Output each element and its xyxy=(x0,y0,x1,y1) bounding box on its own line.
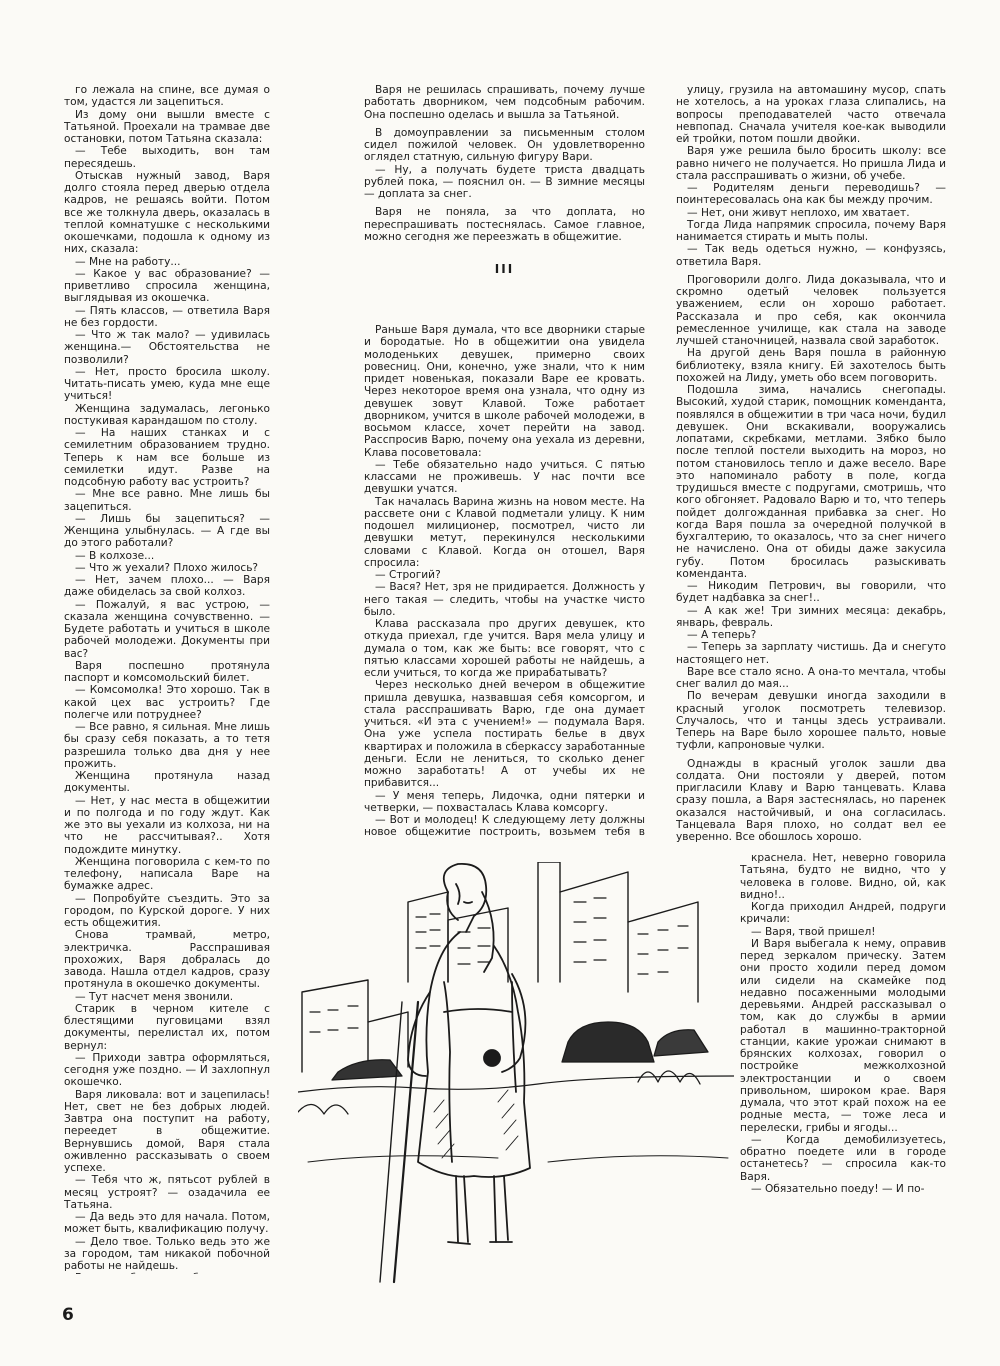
paragraph: Через несколько дней вечером в общежитие пришла девушка, назвавшая себя комсоргом, и стала расспрашивать Варю, где она думает учиться. «И эта с учением!» — подумала Варя. Она уже успела постирать белье в двух квартирах и положила в сберкассу заработанные деньги. Если не лениться, то сколько денег можно заработать! А от учебы их не прибавится... xyxy=(364,679,645,790)
paragraph: — Дело твое. Только ведь это же за городом, там никакой побочной работы не найдешь. xyxy=(64,1235,270,1272)
paragraph: — А как же! Три зимних месяца: декабрь, январь, февраль. xyxy=(676,604,946,629)
paragraph: — Все равно, я сильная. Мне лишь бы сразу себя показать, а то тетя разрешила только два дня у нее прожить. xyxy=(64,721,270,770)
paragraph: Однажды в красный уголок зашли два солдата. Они постояли у дверей, потом пригласили Клаву и Варю танцевать. Клава сразу пошла, а Варя застеснялась, но паренек оказался настойчивый, и она согласилась. Танцевала Варя плохо, но солдат вел ее уверенно. Все обошлось хорошо. xyxy=(676,757,946,843)
paragraph: — Тебя что ж, пятьсот рублей в месяц устроят? — озадачила ее Татьяна. xyxy=(64,1174,270,1211)
paragraph: — Комсомолка! Это хорошо. Так в какой цех вас устроить? Где полегче или потруднее? xyxy=(64,684,270,721)
paragraph: улицу, грузила на автомашину мусор, спать не хотелось, а на уроках глаза слипались, на вопросы преподавателей часто отвечала невпопад. Сначала учителя кое-как выводили ей тройки, потом пошли двойки. xyxy=(676,84,946,145)
paragraph: Клава рассказала про других девушек, кто откуда приехал, где учится. Варя мела улицу и думала о том, как же быть: все говорят, что с пятью классами хорошей работы не найдешь, а если учиться, то когда же прирабатывать? xyxy=(364,618,645,679)
paragraph: В домоуправлении за письменным столом сидел пожилой человек. Он удовлетворенно оглядел статную, сильную фигуру Вари. xyxy=(364,126,645,164)
paragraph: Когда приходил Андрей, подруги кричали: xyxy=(740,901,946,926)
paragraph: — Нет, просто бросила школу. Читать-писать умею, куда мне еще учиться! xyxy=(64,365,270,403)
paragraph: — Тут насчет меня звонили. xyxy=(75,990,234,1003)
paragraph: Раньше Варя думала, что все дворники старые и бородатые. Но в общежитии она увидела молоденьких девушек, примерно своих ровесниц. Они, конечно, уже знали, что к ним придет новенькая, показали Варе ее кровать. Через некоторое время она узнала, что одну из девушек зовут Клавой. Тоже работает дворником, учится в школе рабочей молодежи, в восьмом классе, хочет перейти на завод. Расспросив Варю, почему она уехала из деревни, Клава посоветовала: xyxy=(364,324,645,459)
paragraph: Из дому они вышли вместе с Татьяной. Проехали на трамвае две остановки, потом Татьяна сказала: xyxy=(64,108,270,145)
paragraph: — Пять классов, — ответила Варя не без гордости. xyxy=(64,304,270,329)
paragraph: — Никодим Петрович, вы говорили, что будет надбавка за снег!.. xyxy=(676,580,946,605)
paragraph: — Вася? Нет, зря не придирается. Должность у него такая — следить, чтобы на участке чисто было. xyxy=(364,581,645,618)
paragraph: Подошла зима, начались снегопады. Высокий, худой старик, помощник коменданта, появлялся в общежитии в три часа ночи, будил девушек. Они вскакивали, вооружались лопатами, скребками, метлами. Зябко было после теплой постели выходить на мороз, но потом становилось тепло и даже весело. Варе это напоминало работу в поле, когда трудишься вместе с подругами, смотришь, что кого обгоняет. Радовало Варю и то, что теперь пойдет долгожданная прибавка за снег. Но когда Варя пошла за очередной получкой в бухгалтерию, то оказалось, что за снег ничего не начислено. Она от обиды даже закусила губу. Потом бросилась разыскивать коменданта. xyxy=(676,384,946,580)
paragraph: Варя уже решила было бросить школу: все равно ничего не получается. Но пришла Лида и стала расспрашивать о жизни, об учебе. xyxy=(676,145,946,182)
paragraph: — Нет, они живут неплохо, им хватает. xyxy=(687,206,910,219)
paragraph: — Строгий? xyxy=(375,569,441,581)
paragraph: Так началась Варина жизнь на новом месте. На рассвете они с Клавой подметали улицу. К ним подошел милиционер, посмотрел, чисто ли девушки метут, перекинулся несколькими словами с Клавой. Когда он отошел, Варя спросила: xyxy=(364,495,645,569)
paragraph: — Что ж так мало? — удивилась женщина.— Обстоятельства не позволили? xyxy=(64,329,270,366)
paragraph: краснела. Нет, неверно говорила Татьяна, будто не видно, что у человека в голове. Видно, ой, как видно!.. xyxy=(740,852,946,901)
paragraph: — Ну, а получать будете триста двадцать рублей пока, — пояснил он. — В зимние месяцы — доплата за снег. xyxy=(364,163,645,200)
paragraph: — Варя, твой пришел! xyxy=(751,925,876,938)
text-column-5 xyxy=(740,852,946,1278)
text-column-4 xyxy=(676,84,946,844)
woman-sweeping-street-illustration xyxy=(298,862,734,1286)
paragraph: Женщина задумалась, легонько постукивая карандашом по столу. xyxy=(64,402,270,427)
paragraph: — На наших станках и с семилетним образованием трудно. Теперь к нам все больше из семилетки идут. Разве на подсобную работу вас устроить? xyxy=(64,427,270,488)
paragraph: Варя ликовала: вот и зацепилась! Нет, свет не без добрых людей. Завтра она поступит на работу, переедет в общежитие. Вернувшись домой, Варя стала оживленно рассказывать о своем успехе. xyxy=(64,1088,270,1174)
paragraph: — Родителям деньги переводишь? — поинтересовалась она как бы между прочим. xyxy=(676,182,946,207)
paragraph: — Теперь за зарплату чистишь. Да и снегуто настоящего нет. xyxy=(676,641,946,666)
text-column-3 xyxy=(364,324,645,837)
paragraph: — Мне на работу... xyxy=(75,255,181,268)
paragraph: По вечерам девушки иногда заходили в красный уголок посмотреть телевизор. Случалось, что и танцы здесь устраивали. Теперь на Варе было хорошее пальто, новые туфли, капроновые чулки. xyxy=(676,690,946,752)
paragraph: Старик в черном кителе с блестящими пуговицами взял документы, перелистал их, потом вернул: xyxy=(64,1002,270,1052)
paragraph: — В колхозе... xyxy=(75,549,155,562)
paragraph: го лежала на спине, все думая о том, удастся ли зацепиться. xyxy=(64,84,270,109)
paragraph: Женщина поговорила с кем-то по телефону, написала Варе на бумажке адрес. xyxy=(64,855,270,893)
paragraph: — Когда демобилизуетесь, обратно поедете или в городе останетесь? — спросила как-то Варя. xyxy=(740,1133,946,1183)
paragraph: — Тебе выходить, вон там пересядешь. xyxy=(64,145,270,170)
paragraph: — Какое у вас образование? — приветливо спросила женщина, выглядывая из окошечка. xyxy=(64,267,270,305)
paragraph: — Что ж уехали? Плохо жилось? xyxy=(75,561,259,574)
page-number: 6 xyxy=(62,1305,74,1325)
paragraph: Варя не поняла, за что доплата, но переспрашивать постеснялась. Самое главное, можно сегодня же переезжать в общежитие. xyxy=(364,206,645,243)
paragraph xyxy=(64,1272,270,1274)
paragraph: — Пожалуй, я вас устрою, — сказала женщина сочувственно. — Будете работать и учиться в школе рабочей молодежи. Документы при вас? xyxy=(64,598,270,660)
paragraph: — А теперь? xyxy=(687,629,757,641)
section-number: III xyxy=(494,262,515,276)
paragraph: Варя не решилась спрашивать, почему лучше работать дворником, чем подсобным рабочим. Она поспешно оделась и вышла за Татьяной. xyxy=(364,84,645,121)
paragraph: Женщина протянула назад документы. xyxy=(64,770,270,795)
paragraph: — Лишь бы зацепиться? — Женщина улыбнулась. — А где вы до этого работали? xyxy=(64,512,270,550)
paragraph: — Попробуйте съездить. Это за городом, по Курской дороге. У них есть общежития. xyxy=(64,892,270,929)
paragraph: — Нет, зачем плохо... — Варя даже обиделась за свой колхоз. xyxy=(64,574,270,599)
paragraph xyxy=(676,843,946,844)
paragraph: Варе все стало ясно. А она-то мечтала, чтобы снег валил до мая... xyxy=(676,665,946,690)
text-column-1 xyxy=(64,84,270,1274)
paragraph: — Мне все равно. Мне лишь бы зацепиться. xyxy=(64,488,270,513)
paragraph: — Приходи завтра оформляться, сегодня уже поздно. — И захлопнул окошечко. xyxy=(64,1051,270,1089)
paragraph: Тогда Лида напрямик спросила, почему Варя нанимается стирать и мыть полы. xyxy=(676,218,946,243)
paragraph: — Да ведь это для начала. Потом, может быть, квалификацию получу. xyxy=(64,1211,270,1236)
paragraph: И Варя выбегала к нему, оправив перед зеркалом прическу. Затем они просто ходили перед домом или сидели на скамейке под недавно посаженными молодыми деревьями. Андрей рассказывал о том, как до службы в армии работал в машинно-тракторной станции, какие урожаи снимают в брянских колхозах, говорил о постройке межколхозной электростанции и о своем привольном, широком крае. Варя думала, что этот край похож на ее родные места, — тоже леса и перелески, грибы и ягоды... xyxy=(740,937,946,1134)
paragraph: — Вот и молодец! К следующему лету должны новое общежитие построить, возьмем тебя в xyxy=(364,814,645,837)
paragraph: — Нет, у нас места в общежитии и по полгода и по году ждут. Как же это вы уехали из колхоза, ни на что не рассчитывая?.. Хотя подождите минутку. xyxy=(64,794,270,856)
paragraph: На другой день Варя пошла в районную библиотеку, взяла книгу. Ей захотелось быть похожей на Лиду, уметь обо всем поговорить. xyxy=(676,347,946,384)
paragraph: — У меня теперь, Лидочка, одни пятерки и четверки, — похвасталась Клава комсоргу. xyxy=(364,789,645,814)
paragraph: Снова трамвай, метро, электричка. Расспрашивая прохожих, Варя добралась до завода. Нашла отдел кадров, сразу протянула в окошечко документы. xyxy=(64,929,270,991)
paragraph: — Обязательно поеду! — И по- xyxy=(751,1182,925,1195)
paragraph: Проговорили долго. Лида доказывала, что и скромно одетый человек пользуется уважением, если он хорошо работает. Рассказала и про себя, как окончила ремесленное училище, как стала на заводе лучшей станочницей, назвала свой заработок. xyxy=(676,273,946,347)
paragraph: Отыскав нужный завод, Варя долго стояла перед дверью отдела кадров, не решаясь войти. Потом все же толкнула дверь, оказалась в теплой комнатушке с несколькими окошечками, подошла к одному из них, сказала: xyxy=(64,169,270,256)
paragraph: — Так ведь одеться нужно, — конфузясь, ответила Варя. xyxy=(676,243,946,268)
paragraph: — Тебе обязательно надо учиться. С пятью классами не проживешь. У нас почти все девушки учатся. xyxy=(364,458,645,496)
paragraph: Варя поспешно протянула паспорт и комсомольский билет. xyxy=(64,659,270,684)
